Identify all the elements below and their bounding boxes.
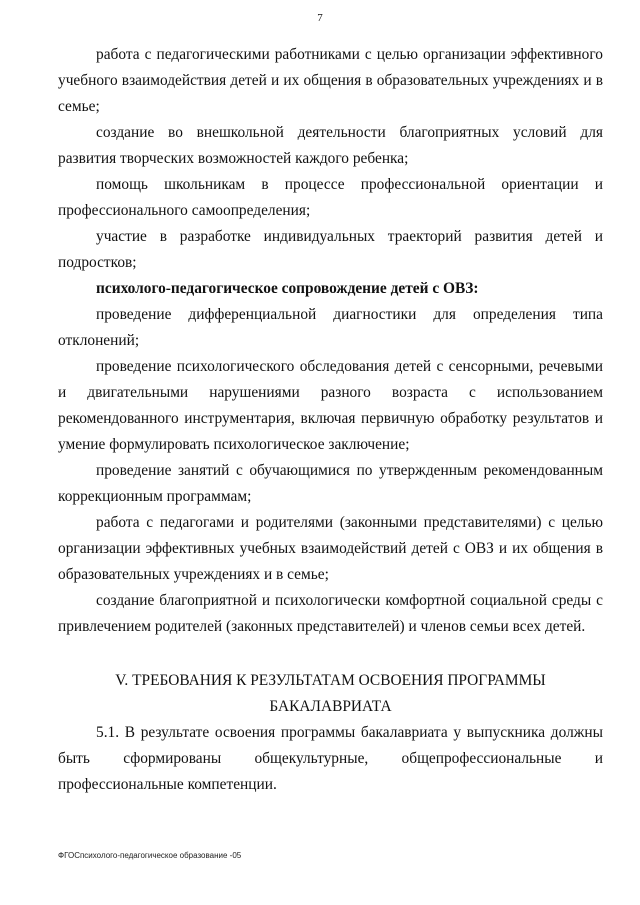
section-heading-line1: V. ТРЕБОВАНИЯ К РЕЗУЛЬТАТАМ ОСВОЕНИЯ ПРОГРАММЫ [115, 672, 546, 689]
list-paragraph: участие в разработке индивидуальных траекторий развития детей и подростков; [58, 228, 603, 271]
list-paragraph: проведение занятий с обучающимися по утвержденным рекомендованным коррекционным программам; [58, 462, 603, 505]
section-heading-line2: БАКАЛАВРИАТА [269, 698, 392, 715]
list-paragraph: проведение дифференциальной диагностики для определения типа отклонений; [58, 306, 603, 349]
list-paragraph: работа с педагогами и родителями (законными представителями) с целью организации эффективных учебных взаимодействий детей с ОВЗ и их общения в образовательных учреждениях и в семье; [58, 514, 603, 583]
list-paragraph: работа с педагогическими работниками с целью организации эффективного учебного взаимодействия детей и их общения в образовательных учреждениях и в семье; [58, 46, 603, 115]
list-paragraph: создание во внешкольной деятельности благоприятных условий для развития творческих возможностей каждого ребенка; [58, 124, 603, 167]
section-heading [58, 668, 603, 720]
list-paragraph: создание благоприятной и психологически комфортной социальной среды с привлечением родителей (законных представителей) и членов семьи всех детей. [58, 592, 603, 635]
footer-text: ФГОСпсихолого-педагогическое образование -05 [58, 851, 242, 860]
document-body [58, 42, 603, 798]
subsection-heading: психолого-педагогическое сопровождение детей с ОВЗ: [96, 280, 479, 297]
list-paragraph: проведение психологического обследования детей с сенсорными, речевыми и двигательными нарушениями разного возраста с использованием рекомендованного инструментария, включая первичную обработку результатов и умение формулировать психологическое заключение; [58, 358, 603, 453]
section-paragraph: 5.1. В результате освоения программы бакалавриата у выпускника должны быть сформированы общекультурные, общепрофессиональные и профессиональные компетенции. [58, 724, 603, 793]
list-paragraph: помощь школьникам в процессе профессиональной ориентации и профессионального самоопределения; [58, 176, 603, 219]
page-number: 7 [317, 12, 323, 24]
